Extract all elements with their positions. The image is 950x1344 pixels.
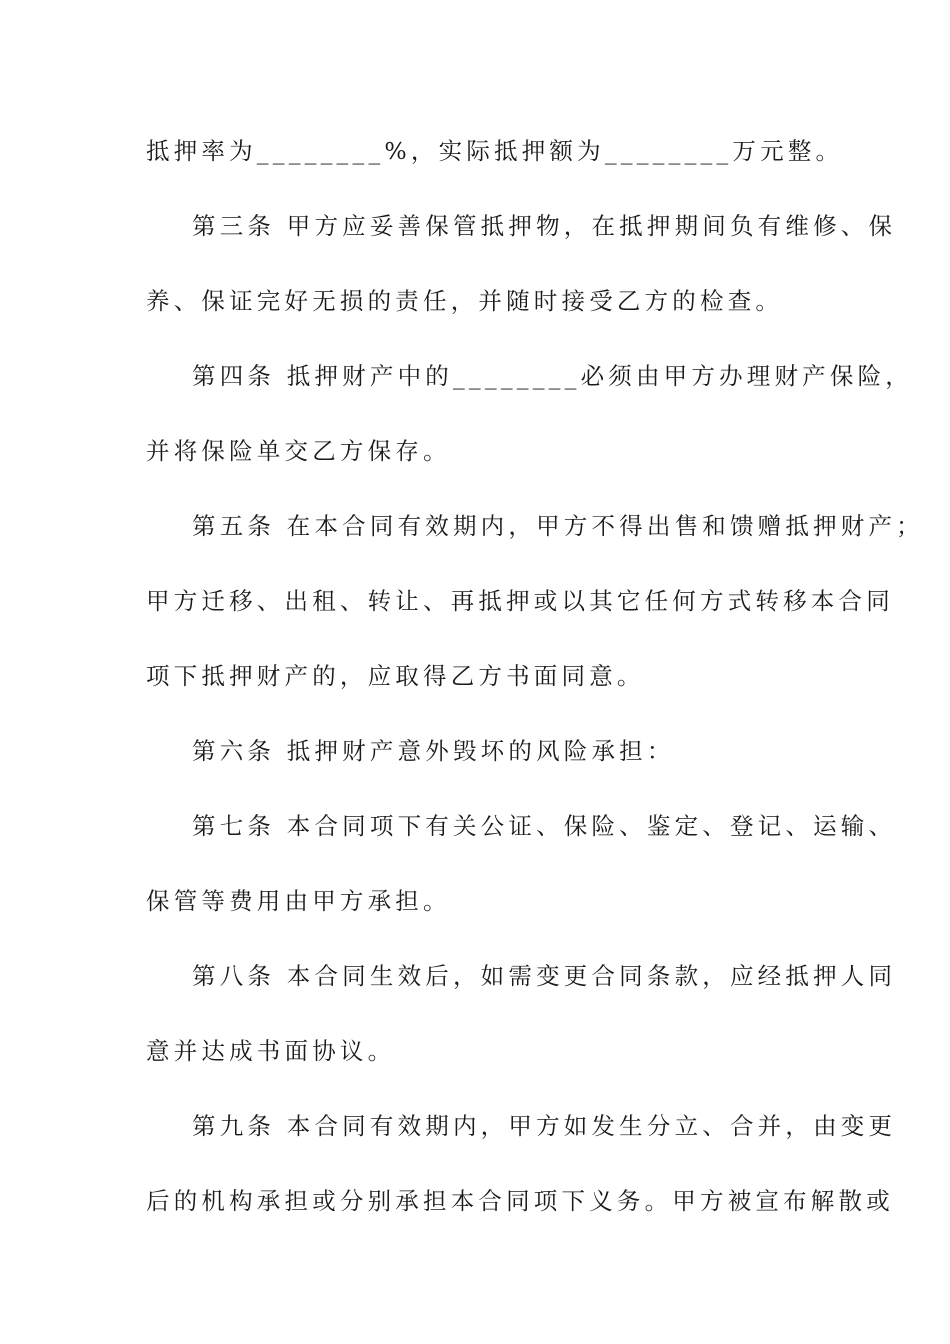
text-line: 抵押率为________%，实际抵押额为________万元整。 xyxy=(146,137,844,165)
article-8-line: 第八条 本合同生效后，如需变更合同条款，应经抵押人同 xyxy=(192,962,897,990)
text-line: 并将保险单交乙方保存。 xyxy=(146,437,451,465)
text-line: 甲方迁移、出租、转让、再抵押或以其它任何方式转移本合同 xyxy=(146,587,894,615)
article-6-line: 第六条 抵押财产意外毁坏的风险承担： xyxy=(192,737,675,765)
article-3-line: 第三条 甲方应妥善保管抵押物，在抵押期间负有维修、保 xyxy=(192,212,897,240)
text-line: 养、保证完好无损的责任，并随时接受乙方的检查。 xyxy=(146,287,784,315)
text-line: 后的机构承担或分别承担本合同项下义务。甲方被宣布解散或 xyxy=(146,1187,894,1215)
article-7-line: 第七条 本合同项下有关公证、保险、鉴定、登记、运输、 xyxy=(192,812,897,840)
article-9-line: 第九条 本合同有效期内，甲方如发生分立、合并，由变更 xyxy=(192,1112,897,1140)
article-5-line: 第五条 在本合同有效期内，甲方不得出售和馈赠抵押财产； xyxy=(192,512,924,540)
text-line: 项下抵押财产的，应取得乙方书面同意。 xyxy=(146,662,645,690)
article-4-line: 第四条 抵押财产中的________必须由甲方办理财产保险， xyxy=(192,362,913,390)
text-line: 意并达成书面协议。 xyxy=(146,1037,396,1065)
text-line: 保管等费用由甲方承担。 xyxy=(146,887,451,915)
